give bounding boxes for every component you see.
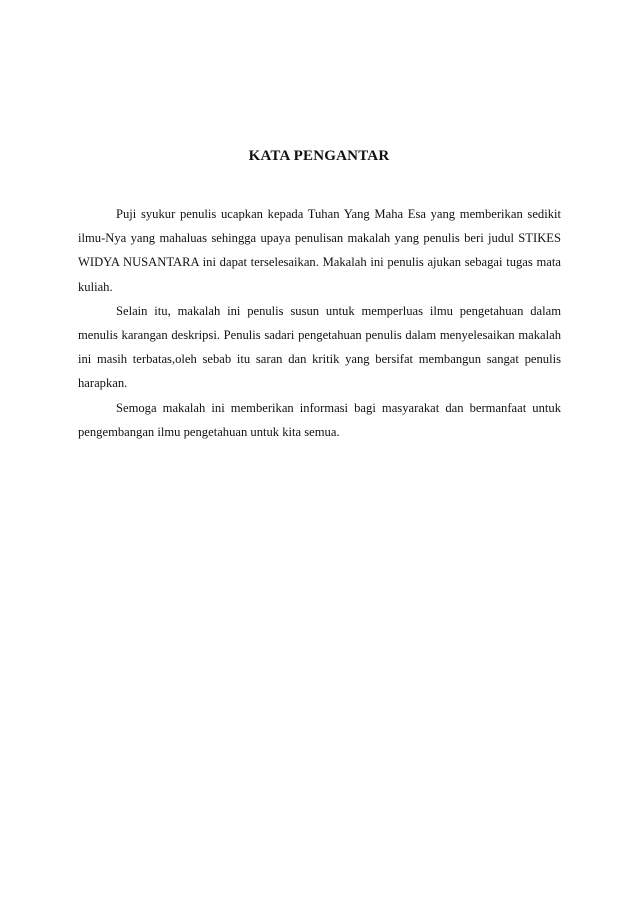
paragraph-2: Selain itu, makalah ini penulis susun untuk memperluas ilmu pengetahuan dalam menulis karangan deskripsi. Penulis sadari pengetahuan penulis dalam menyelesaikan makalah ini masih terbatas,oleh sebab itu saran dan kritik yang bersifat membangun sangat penulis harapkan. xyxy=(78,303,561,391)
paragraph-1: Puji syukur penulis ucapkan kepada Tuhan Yang Maha Esa yang memberikan sedikit ilmu-Nya yang mahaluas sehingga upaya penulisan makalah yang penulis beri judul STIKES WIDYA NUSANTARA ini dapat terselesaikan. Makalah ini penulis ajukan sebagai tugas mata kuliah. xyxy=(78,207,561,294)
paragraph-3: Semoga makalah ini memberikan informasi bagi masyarakat dan bermanfaat untuk pengembangan ilmu pengetahuan untuk kita semua. xyxy=(78,400,561,439)
page-title: KATA PENGANTAR xyxy=(248,148,390,164)
document-body xyxy=(78,202,561,444)
